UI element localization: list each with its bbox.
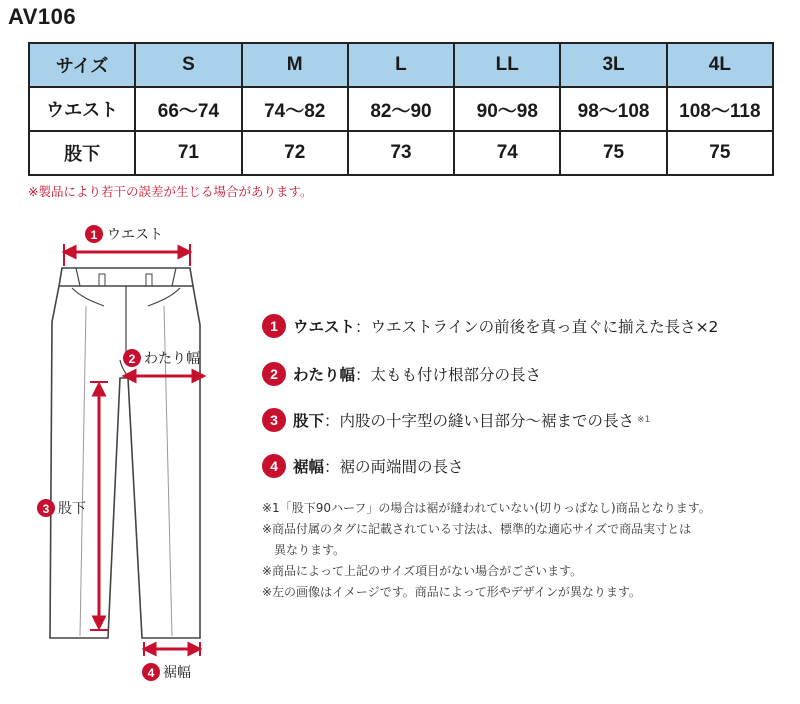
desc-name: わたり幅 — [293, 366, 356, 384]
desc-marker-4: 4 — [262, 454, 286, 478]
table-cell: 108〜118 — [667, 87, 773, 131]
table-row — [29, 131, 773, 175]
table-cell: 90〜98 — [454, 87, 560, 131]
waist-label: ウエスト — [107, 227, 163, 243]
desc-text: 裾の両端間の長さ — [339, 458, 464, 476]
table-cell: 82〜90 — [348, 87, 454, 131]
table-cell: 75 — [560, 131, 666, 175]
desc-name: 股下 — [293, 412, 325, 430]
table-cell: 73 — [348, 131, 454, 175]
description-thigh-width — [262, 362, 541, 386]
footnote: ※1「股下90ハーフ」の場合は裾が縫われていない(切りっぱなし)商品となります。 — [262, 501, 711, 515]
marker-3-num: 3 — [42, 502, 50, 516]
table-cell: 72 — [242, 131, 348, 175]
thigh-width-measure — [123, 349, 202, 376]
header-cell: サイズ — [29, 43, 135, 87]
description-waist — [262, 314, 718, 338]
header-cell: LL — [454, 43, 560, 87]
header-cell: S — [135, 43, 241, 87]
table-cell: 75 — [667, 131, 773, 175]
table-cell: 74〜82 — [242, 87, 348, 131]
desc-text: ウエストラインの前後を真っ直ぐに揃えた長さ×2 — [370, 318, 719, 336]
desc-sep: ： — [324, 458, 340, 476]
desc-sep: ： — [324, 412, 340, 430]
desc-footnote-ref: ※1 — [637, 415, 651, 425]
marker-1-num: 1 — [90, 228, 98, 242]
hem-width-measure — [142, 642, 200, 681]
header-cell: M — [242, 43, 348, 87]
product-code: AV106 — [8, 4, 77, 29]
inseam-measure — [37, 382, 108, 630]
row-label-inseam: 股下 — [29, 131, 135, 175]
header-cell: 4L — [667, 43, 773, 87]
footnote: ※商品付属のタグに記載されている寸法は、標準的な適応サイズで商品実寸とは — [262, 522, 692, 536]
footnotes — [262, 498, 782, 603]
table-cell: 98〜108 — [560, 87, 666, 131]
hem-width-label: 裾幅 — [163, 665, 191, 681]
size-disclaimer: ※製品により若干の誤差が生じる場合があります。 — [28, 184, 313, 199]
desc-marker-1: 1 — [262, 314, 286, 338]
table-cell: 66〜74 — [135, 87, 241, 131]
inseam-label: 股下 — [58, 501, 86, 517]
footnote: ※商品によって上記のサイズ項目がない場合がございます。 — [262, 564, 583, 578]
desc-text: 内股の十字型の縫い目部分〜裾までの長さ — [339, 412, 635, 430]
marker-4-num: 4 — [147, 666, 155, 680]
table-cell: 71 — [135, 131, 241, 175]
table-cell: 74 — [454, 131, 560, 175]
footnote-continuation: 異なります。 — [274, 543, 346, 557]
desc-text: 太もも付け根部分の長さ — [370, 366, 542, 384]
desc-sep: ： — [355, 366, 371, 384]
desc-name: ウエスト — [293, 318, 356, 336]
header-cell: 3L — [560, 43, 666, 87]
desc-marker-2: 2 — [262, 362, 286, 386]
size-table-header-row — [29, 43, 773, 87]
description-inseam — [262, 408, 650, 432]
footnote: ※左の画像はイメージです。商品によって形やデザインが異なります。 — [262, 585, 641, 599]
waist-measure — [64, 225, 190, 266]
desc-name: 裾幅 — [293, 458, 325, 476]
thigh-width-label: わたり幅 — [144, 351, 200, 367]
pants-diagram — [0, 210, 240, 704]
description-hem-width — [262, 454, 464, 478]
desc-marker-3: 3 — [262, 408, 286, 432]
marker-2-num: 2 — [128, 352, 136, 366]
desc-sep: ： — [355, 318, 371, 336]
row-label-waist: ウエスト — [29, 87, 135, 131]
header-cell: L — [348, 43, 454, 87]
pants-outline — [50, 268, 200, 638]
table-row — [29, 87, 773, 131]
size-table — [28, 42, 774, 176]
